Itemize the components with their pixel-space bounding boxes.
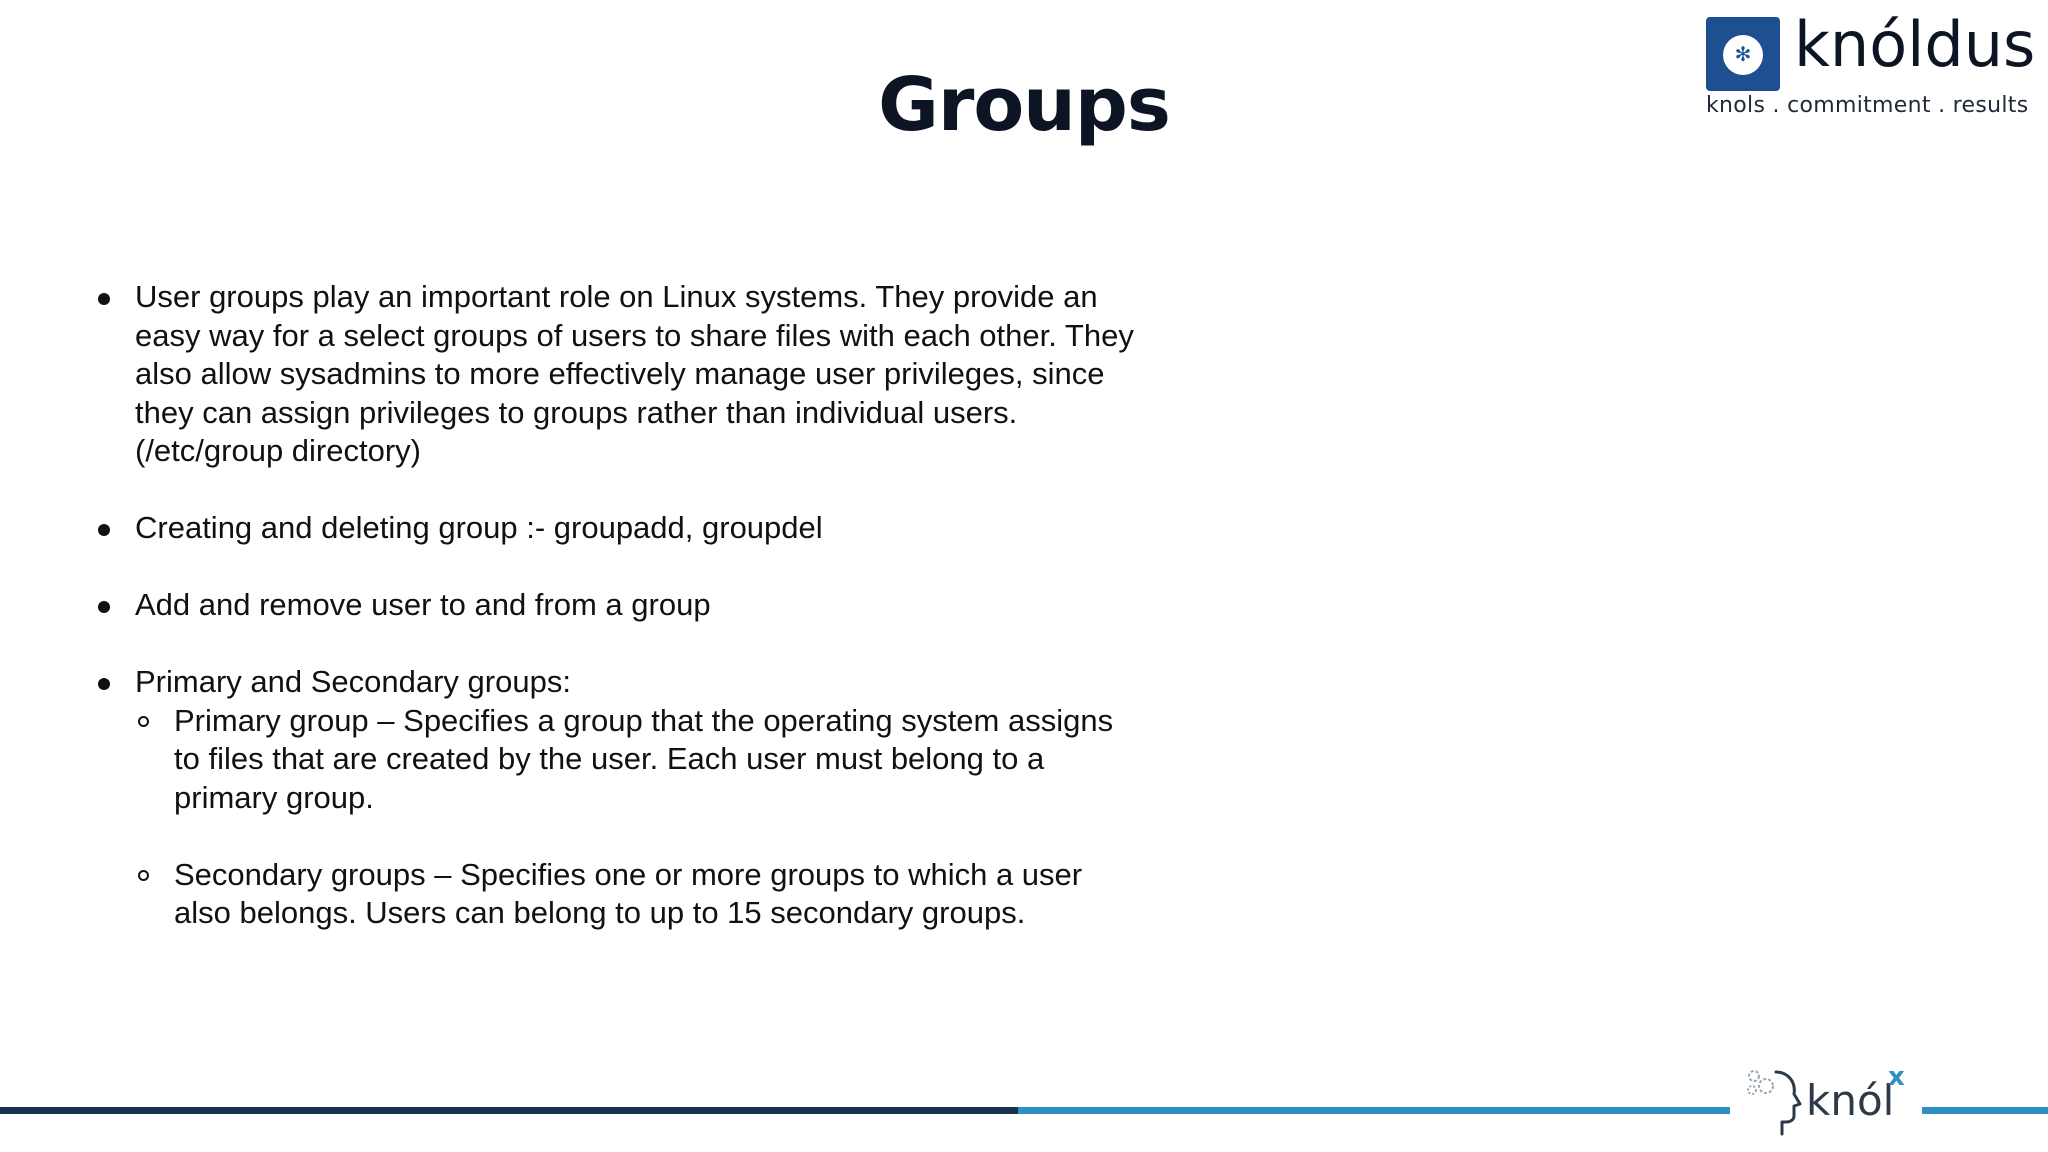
knolx-head-icon <box>1742 1064 1806 1138</box>
bullet-item <box>96 586 1136 625</box>
bullet-dot-icon <box>98 601 110 613</box>
bullet-text: Primary and Secondary groups: <box>135 664 571 699</box>
knoldus-logo-icon <box>1706 17 1780 91</box>
brand-tagline: knols . commitment . results <box>1706 93 2029 118</box>
knolx-logo <box>1730 1052 1922 1152</box>
bullet-text: Add and remove user to and from a group <box>135 587 711 622</box>
circle-bullet-icon <box>138 870 149 881</box>
knolx-logo-text: knól <box>1806 1076 1895 1125</box>
bullet-dot-icon <box>98 678 110 690</box>
knolx-superscript: x <box>1888 1062 1905 1092</box>
bullet-dot-icon <box>98 293 110 305</box>
bullet-text: User groups play an important role on Linux systems. They provide an easy way for a select groups of users to share files with each other. They also allow sysadmins to more effectively manage user privileges, since they can assign privileges to groups rather than individual users. (/etc/group directory) <box>135 279 1134 468</box>
maple-leaf-icon: ✻ <box>1734 44 1752 66</box>
knoldus-brand <box>1706 8 2036 124</box>
bullet-item <box>96 278 1136 471</box>
circle-bullet-icon <box>138 716 149 727</box>
slide-title: Groups <box>878 62 1170 148</box>
bullet-text: Creating and deleting group :- groupadd, groupdel <box>135 510 823 545</box>
footer-bar-dark <box>0 1107 1018 1114</box>
bullet-list <box>96 278 1136 933</box>
sub-bullet-text: Primary group – Specifies a group that the operating system assigns to files that are created by the user. Each user must belong to a primary group. <box>174 702 1114 815</box>
bullet-dot-icon <box>98 524 110 536</box>
bullet-item <box>96 509 1136 548</box>
bullet-item <box>96 663 1136 933</box>
sub-bullet-text: Secondary groups – Specifies one or more groups to which a user also belongs. Users can belong to up to 15 secondary groups. <box>174 856 1083 930</box>
sub-bullet-list <box>135 702 1136 933</box>
brand-name: knóldus <box>1794 8 2036 81</box>
sub-bullet-item <box>135 856 1136 933</box>
sub-bullet-item <box>135 702 1136 818</box>
